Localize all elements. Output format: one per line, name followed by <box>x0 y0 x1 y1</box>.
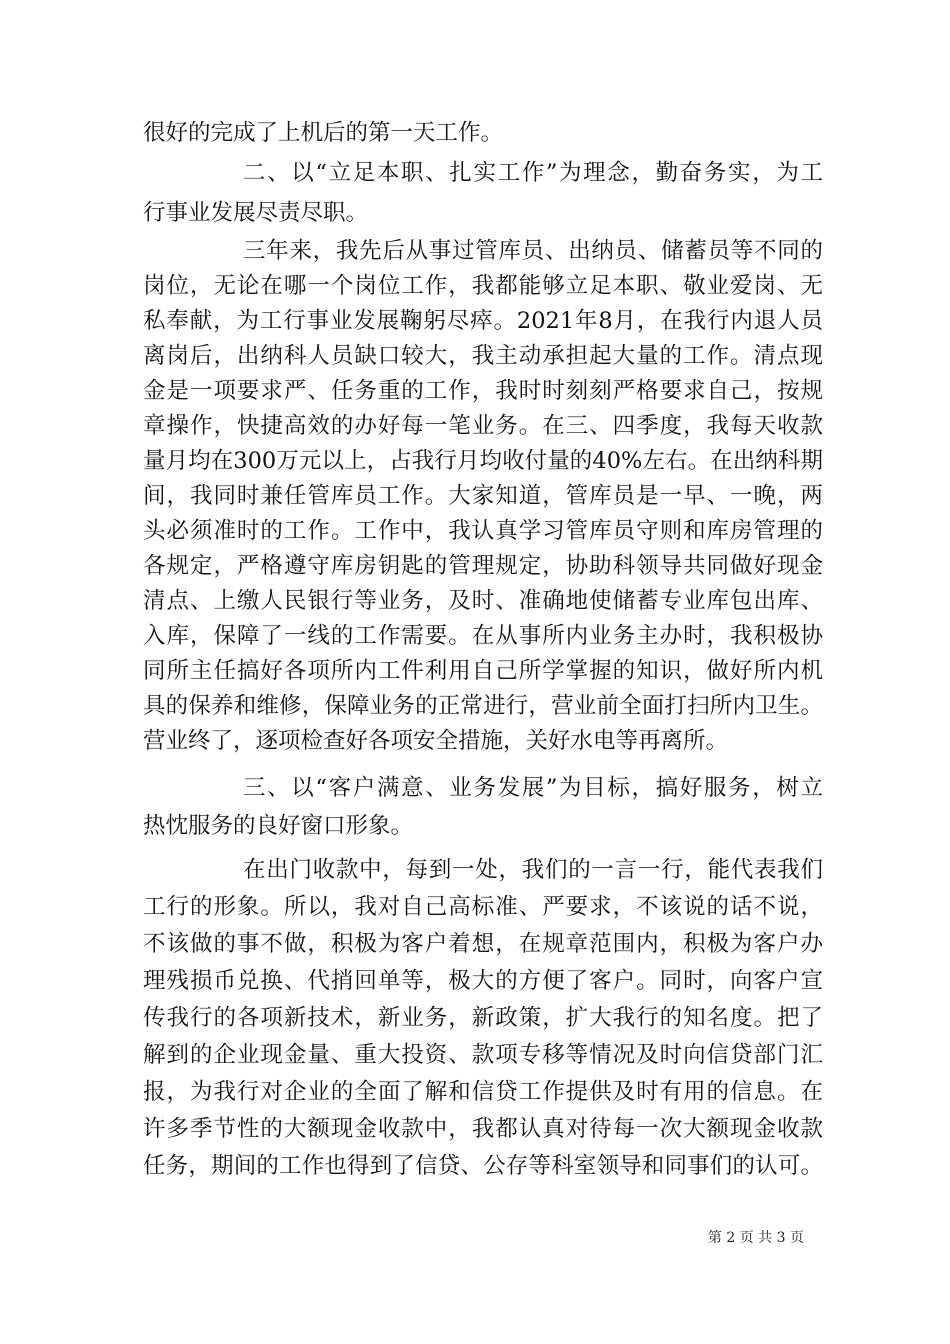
text-line: 间，我同时兼任管库员工作。大家知道，管库员是一早、一晚，两 <box>143 483 823 509</box>
text-line: 私奉献，为工行事业发展鞠躬尽瘁。2021年8月，在我行内退人员 <box>143 308 823 334</box>
section-heading-line: 三、以“客户满意、业务发展”为目标，搞好服务，树立 <box>243 775 823 801</box>
text-line: 头必须准时的工作。工作中，我认真学习管库员守则和库房管理的 <box>143 518 823 544</box>
text-line: 具的保养和维修，保障业务的正常进行，营业前全面打扫所内卫生。 <box>143 693 823 719</box>
text-line: 许多季节性的大额现金收款中，我都认真对待每一次大额现金收款 <box>143 1116 823 1142</box>
section-heading-line: 二、以“立足本职、扎实工作”为理念，勤奋务实，为工 <box>243 160 823 186</box>
text-line: 不该做的事不做，积极为客户着想，在规章范围内，积极为客户办 <box>143 931 823 957</box>
text-line: 入库，保障了一线的工作需要。在从事所内业务主办时，我积极协 <box>143 623 823 649</box>
text-line: 传我行的各项新技术，新业务，新政策，扩大我行的知名度。把了 <box>143 1005 823 1031</box>
text-line: 报，为我行对企业的全面了解和信贷工作提供及时有用的信息。在 <box>143 1079 823 1105</box>
text-line: 清点、上缴人民银行等业务，及时、准确地使储蓄专业库包出库、 <box>143 588 823 614</box>
paragraph-first-line: 在出门收款中，每到一处，我们的一言一行，能代表我们 <box>243 857 823 883</box>
text-line: 离岗后，出纳科人员缺口较大，我主动承担起大量的工作。清点现 <box>143 343 823 369</box>
page-number-footer: 第 2 页 共 3 页 <box>707 1230 804 1246</box>
text-line: 工行的形象。所以，我对自己高标准、严要求，不该说的话不说， <box>143 894 823 920</box>
text-line: 很好的完成了上机后的第一天工作。 <box>143 120 504 146</box>
text-line: 金是一项要求严、任务重的工作，我时时刻刻严格要求自己，按规 <box>143 378 823 404</box>
text-line: 章操作，快捷高效的办好每一笔业务。在三、四季度，我每天收款 <box>143 413 823 439</box>
text-line: 各规定，严格遵守库房钥匙的管理规定，协助科领导共同做好现金 <box>143 553 823 579</box>
text-line: 任务，期间的工作也得到了信贷、公存等科室领导和同事们的认可。 <box>143 1153 823 1179</box>
text-line: 理残损币兑换、代捎回单等，极大的方便了客户。同时，向客户宣 <box>143 968 823 994</box>
text-line: 岗位，无论在哪一个岗位工作，我都能够立足本职、敬业爱岗、无 <box>143 273 823 299</box>
paragraph-first-line: 三年来，我先后从事过管库员、出纳员、储蓄员等不同的 <box>243 238 823 264</box>
text-line: 营业终了，逐项检查好各项安全措施，关好水电等再离所。 <box>143 728 729 754</box>
text-line: 同所主任搞好各项所内工件利用自己所学掌握的知识，做好所内机 <box>143 658 823 684</box>
text-line: 解到的企业现金量、重大投资、款项专移等情况及时向信贷部门汇 <box>143 1042 823 1068</box>
text-line: 量月均在300万元以上，占我行月均收付量的40%左右。在出纳科期 <box>143 448 823 474</box>
section-heading-line: 热忱服务的良好窗口形象。 <box>143 813 414 839</box>
section-heading-line: 行事业发展尽责尽职。 <box>143 200 369 226</box>
